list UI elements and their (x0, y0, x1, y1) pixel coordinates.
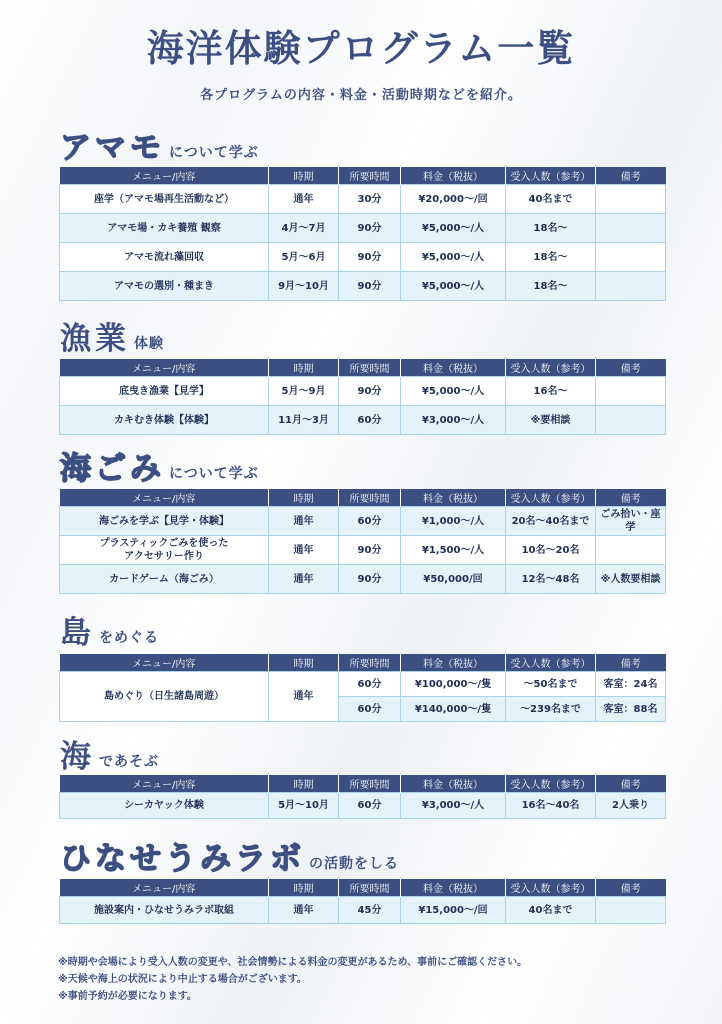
cell-period: 通年 (269, 536, 339, 565)
section-heading-small: であそぶ (99, 754, 159, 770)
section-heading-small: 体験 (134, 336, 164, 352)
section-heading-umi (60, 740, 159, 774)
table-header-row (60, 879, 666, 897)
cell-capacity: 12名～48名 (506, 565, 596, 594)
cell-price: ¥3,000～/人 (401, 406, 506, 435)
cell-time: 90分 (339, 214, 401, 243)
cell-capacity: ※要相談 (506, 406, 596, 435)
header-capacity: 受入人数（参考） (506, 879, 596, 897)
cell-menu: カキむき体験【体験】 (60, 406, 269, 435)
cell-note: 2人乗り (596, 793, 666, 819)
section-heading-big: 島 (60, 615, 95, 651)
cell-time: 30分 (339, 185, 401, 214)
footnote: ※時期や会場により受入人数の変更や、社会情勢による料金の変更があるため、事前にご確認ください。 (58, 957, 528, 968)
cell-time: 60分 (339, 793, 401, 819)
cell-price: ¥5,000～/人 (401, 243, 506, 272)
table-shima (59, 654, 666, 722)
footnote: ※事前予約が必要になります。 (58, 991, 197, 1002)
header-price: 料金（税抜） (401, 359, 506, 377)
page-subtitle: 各プログラムの内容・料金・活動時期などを紹介。 (200, 88, 522, 103)
header-time: 所要時間 (339, 489, 401, 507)
header-price: 料金（税抜） (401, 654, 506, 672)
header-time: 所要時間 (339, 654, 401, 672)
cell-capacity: 18名～ (506, 214, 596, 243)
table-row (60, 185, 666, 214)
cell-time: 60分 (339, 697, 401, 722)
table-row (60, 214, 666, 243)
cell-menu: アマモの選別・種まき (60, 272, 269, 301)
section-heading-umigomi (60, 452, 259, 486)
cell-note (596, 272, 666, 301)
header-note: 備考 (596, 359, 666, 377)
header-menu: メニュー/内容 (60, 489, 269, 507)
section-heading-big: 海 (60, 739, 95, 775)
cell-capacity: ～239名まで (506, 697, 596, 722)
cell-menu-line2: アクセサリー作り (124, 551, 204, 562)
cell-price: ¥5,000～/人 (401, 377, 506, 406)
header-note: 備考 (596, 489, 666, 507)
cell-time: 60分 (339, 406, 401, 435)
header-time: 所要時間 (339, 879, 401, 897)
cell-time: 45分 (339, 897, 401, 924)
table-row (60, 793, 666, 819)
cell-capacity: 20名～40名まで (506, 507, 596, 536)
section-heading-big: 漁業 (60, 321, 130, 357)
cell-capacity: 40名まで (506, 897, 596, 924)
section-heading-big: ひなせうみラボ (60, 841, 305, 877)
cell-menu: 座学（アマモ場再生活動など） (60, 185, 269, 214)
cell-menu (60, 536, 269, 565)
cell-period: 通年 (269, 897, 339, 924)
header-menu: メニュー/内容 (60, 359, 269, 377)
cell-time: 90分 (339, 377, 401, 406)
table-umi (59, 775, 666, 819)
cell-menu: 島めぐり（日生諸島周遊） (60, 672, 269, 722)
cell-note (596, 406, 666, 435)
cell-menu: 底曳き漁業【見学】 (60, 377, 269, 406)
cell-price: ¥100,000～/隻 (401, 672, 506, 697)
header-time: 所要時間 (339, 775, 401, 793)
cell-time: 90分 (339, 536, 401, 565)
header-note: 備考 (596, 879, 666, 897)
section-heading-big: 海ごみ (60, 451, 165, 487)
header-note: 備考 (596, 167, 666, 185)
header-menu: メニュー/内容 (60, 167, 269, 185)
table-row (60, 377, 666, 406)
cell-time: 90分 (339, 243, 401, 272)
table-row (60, 672, 666, 697)
header-period: 時期 (269, 775, 339, 793)
cell-note (596, 214, 666, 243)
header-price: 料金（税抜） (401, 775, 506, 793)
cell-time: 60分 (339, 507, 401, 536)
header-period: 時期 (269, 879, 339, 897)
table-header-row (60, 489, 666, 507)
cell-period: 通年 (269, 565, 339, 594)
table-lab (59, 879, 666, 924)
section-heading-small: をめぐる (99, 630, 159, 646)
cell-period: 通年 (269, 672, 339, 722)
header-menu: メニュー/内容 (60, 879, 269, 897)
cell-note (596, 185, 666, 214)
section-heading-lab (60, 842, 399, 876)
table-amamo (59, 167, 666, 301)
header-capacity: 受入人数（参考） (506, 359, 596, 377)
header-price: 料金（税抜） (401, 167, 506, 185)
cell-note: ごみ拾い・座学 (596, 507, 666, 536)
cell-capacity: 10名～20名 (506, 536, 596, 565)
header-period: 時期 (269, 654, 339, 672)
cell-price: ¥3,000～/人 (401, 793, 506, 819)
cell-period: 通年 (269, 507, 339, 536)
header-time: 所要時間 (339, 359, 401, 377)
cell-capacity: 40名まで (506, 185, 596, 214)
cell-capacity: 18名～ (506, 243, 596, 272)
cell-period: 11月～3月 (269, 406, 339, 435)
section-heading-amamo (60, 131, 259, 165)
page-title: 海洋体験プログラム一覧 (146, 27, 576, 70)
section-heading-small: について学ぶ (169, 466, 259, 482)
cell-period: 5月～10月 (269, 793, 339, 819)
cell-price: ¥20,000～/回 (401, 185, 506, 214)
cell-note: ※人数要相談 (596, 565, 666, 594)
table-header-row (60, 167, 666, 185)
header-price: 料金（税抜） (401, 879, 506, 897)
cell-time: 60分 (339, 672, 401, 697)
cell-capacity: 16名～ (506, 377, 596, 406)
cell-period: 4月～7月 (269, 214, 339, 243)
cell-capacity: 16名～40名 (506, 793, 596, 819)
cell-price: ¥50,000/回 (401, 565, 506, 594)
table-header-row (60, 775, 666, 793)
cell-note (596, 536, 666, 565)
cell-price: ¥5,000～/人 (401, 272, 506, 301)
cell-time: 90分 (339, 272, 401, 301)
cell-note (596, 897, 666, 924)
cell-capacity: 18名～ (506, 272, 596, 301)
header-period: 時期 (269, 489, 339, 507)
header-menu: メニュー/内容 (60, 775, 269, 793)
header-menu: メニュー/内容 (60, 654, 269, 672)
header-note: 備考 (596, 654, 666, 672)
section-heading-big: アマモ (60, 130, 165, 166)
header-capacity: 受入人数（参考） (506, 775, 596, 793)
cell-price: ¥15,000～/回 (401, 897, 506, 924)
header-note: 備考 (596, 775, 666, 793)
cell-menu: 施設案内・ひなせうみラボ取組 (60, 897, 269, 924)
section-heading-small: の活動をしる (309, 856, 399, 872)
cell-period: 5月～6月 (269, 243, 339, 272)
header-period: 時期 (269, 167, 339, 185)
table-row (60, 897, 666, 924)
header-period: 時期 (269, 359, 339, 377)
section-heading-small: について学ぶ (169, 145, 259, 161)
cell-note: 客室：88名 (596, 697, 666, 722)
section-heading-shima (60, 616, 159, 650)
cell-note (596, 377, 666, 406)
cell-note: 客室：24名 (596, 672, 666, 697)
header-capacity: 受入人数（参考） (506, 489, 596, 507)
cell-price: ¥1,500～/人 (401, 536, 506, 565)
table-row (60, 507, 666, 536)
table-row (60, 536, 666, 565)
table-header-row (60, 654, 666, 672)
header-capacity: 受入人数（参考） (506, 654, 596, 672)
table-umigomi (59, 489, 666, 594)
cell-menu: カードゲーム（海ごみ） (60, 565, 269, 594)
footnotes (58, 954, 527, 1005)
table-row (60, 565, 666, 594)
section-heading-gyogyo (60, 322, 164, 356)
cell-price: ¥140,000～/隻 (401, 697, 506, 722)
cell-note (596, 243, 666, 272)
cell-price: ¥5,000～/人 (401, 214, 506, 243)
table-row (60, 406, 666, 435)
cell-menu: 海ごみを学ぶ【見学・体験】 (60, 507, 269, 536)
cell-price: ¥1,000～/人 (401, 507, 506, 536)
header-capacity: 受入人数（参考） (506, 167, 596, 185)
cell-menu: アマモ場・カキ養殖 観察 (60, 214, 269, 243)
header-price: 料金（税抜） (401, 489, 506, 507)
cell-menu: シーカヤック体験 (60, 793, 269, 819)
header-time: 所要時間 (339, 167, 401, 185)
table-row (60, 272, 666, 301)
cell-menu-line1: プラスティックごみを使った (99, 538, 229, 549)
table-header-row (60, 359, 666, 377)
cell-period: 5月～9月 (269, 377, 339, 406)
cell-period: 通年 (269, 185, 339, 214)
footnote: ※天候や海上の状況により中止する場合がございます。 (58, 974, 307, 985)
cell-capacity: ～50名まで (506, 672, 596, 697)
cell-period: 9月～10月 (269, 272, 339, 301)
table-gyogyo (59, 359, 666, 435)
cell-time: 90分 (339, 565, 401, 594)
table-row (60, 243, 666, 272)
cell-menu: アマモ流れ藻回収 (60, 243, 269, 272)
